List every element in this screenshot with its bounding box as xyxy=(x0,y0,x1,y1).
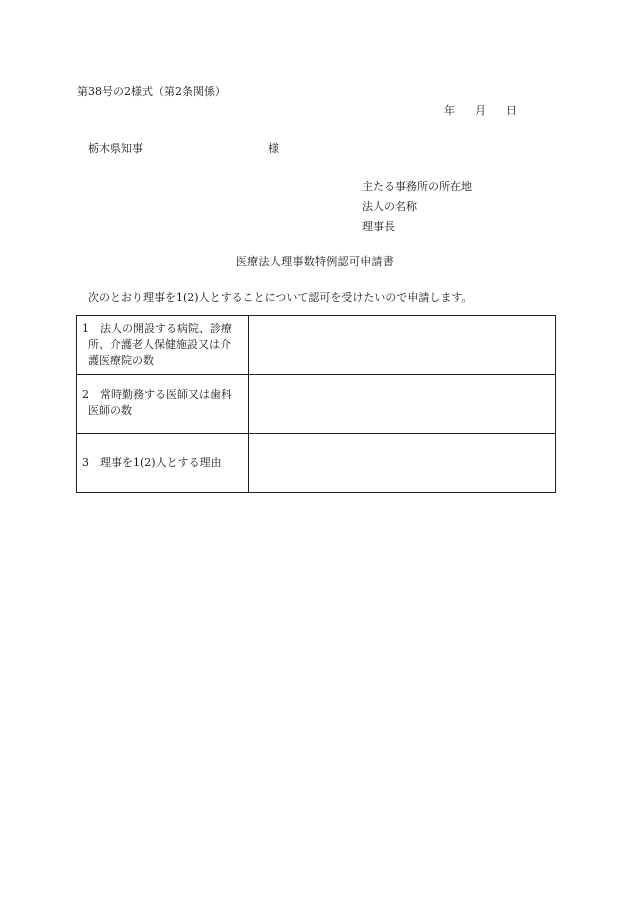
date-year[interactable]: 年 xyxy=(444,104,455,117)
intro-text: 次のとおり理事を1(2)人とすることについて認可を受けたいので申請します。 xyxy=(88,291,473,304)
table-row xyxy=(77,375,556,434)
reason-field[interactable] xyxy=(249,434,556,493)
applicant-corp-name-label: 法人の名称 xyxy=(362,200,417,213)
applicant-block xyxy=(362,177,472,237)
row-label-facilities: 1 法人の開設する病院、診療 所、介護老人保健施設又は介 護医療院の数 xyxy=(77,316,249,375)
applicant-address-label: 主たる事務所の所在地 xyxy=(362,180,472,193)
row-label-doctors: 2 常時勤務する医師又は歯科 医師の数 xyxy=(77,375,249,434)
doctors-count-field[interactable] xyxy=(249,375,556,434)
form-number: 第38号の2様式（第2条関係） xyxy=(77,85,226,98)
applicant-chairman-label: 理事長 xyxy=(362,220,395,233)
application-table xyxy=(76,315,556,493)
facilities-count-field[interactable] xyxy=(249,316,556,375)
row-label-reason: 3 理事を1(2)人とする理由 xyxy=(77,434,249,493)
table-row xyxy=(77,434,556,493)
addressee-name: 栃木県知事 xyxy=(88,142,143,155)
addressee-honorific: 様 xyxy=(268,142,279,155)
date-month[interactable]: 月 xyxy=(475,104,486,117)
document-title: 医療法人理事数特例認可申請書 xyxy=(235,255,395,268)
table-row xyxy=(77,316,556,375)
date-day[interactable]: 日 xyxy=(506,104,517,117)
date-line xyxy=(444,104,517,118)
